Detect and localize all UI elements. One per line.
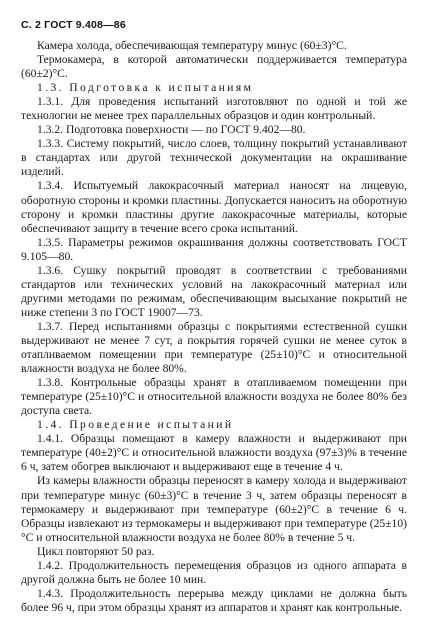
- paragraph: 1.3.7. Перед испытаниями образцы с покрытиями естественной сушки выдерживают не менее 7 сут, а покрытия горячей сушки не менее суток в отапливаемом помещении при температуре (25±10)°С и относительной влажности воздуха не более 80%.: [21, 319, 407, 376]
- document-body: [21, 39, 407, 615]
- paragraph: 1.3.6. Сушку покрытий проводят в соответствии с требованиями стандартов или технических условий на лакокрасочный материал или другими методами по режимам, обеспечивающим высыхание покрытий не ниже степени 3 по ГОСТ 19007—73.: [21, 263, 407, 319]
- paragraph: 1.4.3. Продолжительность перерыва между циклами не должна быть более 96 ч, при этом образцы хранят из аппаратов и хранят как контрольные.: [21, 586, 407, 614]
- page-header: С. 2 ГОСТ 9.408—86: [21, 19, 126, 31]
- section-heading: 1.3. Подготовка к испытаниям: [37, 81, 254, 95]
- paragraph: 1.3.2. Подготовка поверхности — по ГОСТ 9.402—80.: [37, 123, 306, 137]
- paragraph: Цикл повторяют 50 раз.: [37, 544, 155, 558]
- paragraph: 1.4.2. Продолжительность перемещения образцов из одного аппарата в другой должна быть не более 10 мин.: [21, 558, 407, 586]
- paragraph: Из камеры влажности образцы переносят в камеру холода и выдерживают при температуре минус (60±3)°С в течение 3 ч, затем образцы переносят в термокамеру и выдерживают при температуре (60±2)°С в течение 6 ч. Образцы извлекают из термокамеры и выдерживают при температуре (25±10)°С и относительной влажности воздуха не более 80% в течение 5 ч.: [21, 474, 407, 544]
- paragraph: 1.3.1. Для проведения испытаний изготовляют по одной и той же технологии не менее трех параллельных образцов и один контрольный.: [21, 95, 407, 123]
- paragraph: Термокамера, в которой автоматически поддерживается температура (60±2)°С.: [21, 53, 407, 81]
- paragraph: 1.3.4. Испытуемый лакокрасочный материал наносят на лицевую, оборотную стороны и кромки пластины. Допускается наносить на оборотную сторону и кромки пластины другие лакокрасочные материалы, которые обеспечивают защиту в течение всего срока испытаний.: [21, 179, 407, 235]
- section-heading: 1.4. Проведение испытаний: [37, 418, 234, 432]
- paragraph: 1.3.5. Параметры режимов окрашивания должны соответствовать ГОСТ 9.105—80.: [21, 235, 407, 263]
- paragraph: Камера холода, обеспечивающая температуру минус (60±3)°С.: [37, 39, 347, 52]
- paragraph: 1.3.3. Систему покрытий, число слоев, толщину покрытий устанавливают в стандартах или другой технической документации на окрашивание изделий.: [21, 137, 407, 179]
- paragraph: 1.3.8. Контрольные образцы хранят в отапливаемом помещении при температуре (25±10)°С и относительной влажности воздуха не более 80% без доступа света.: [21, 376, 407, 418]
- paragraph: 1.4.1. Образцы помещают в камеру влажности и выдерживают при температуре (40±2)°С и относительной влажности воздуха (97±3)% в течение 6 ч, затем обогрев выключают и выдерживают еще в течение 4 ч.: [21, 432, 407, 474]
